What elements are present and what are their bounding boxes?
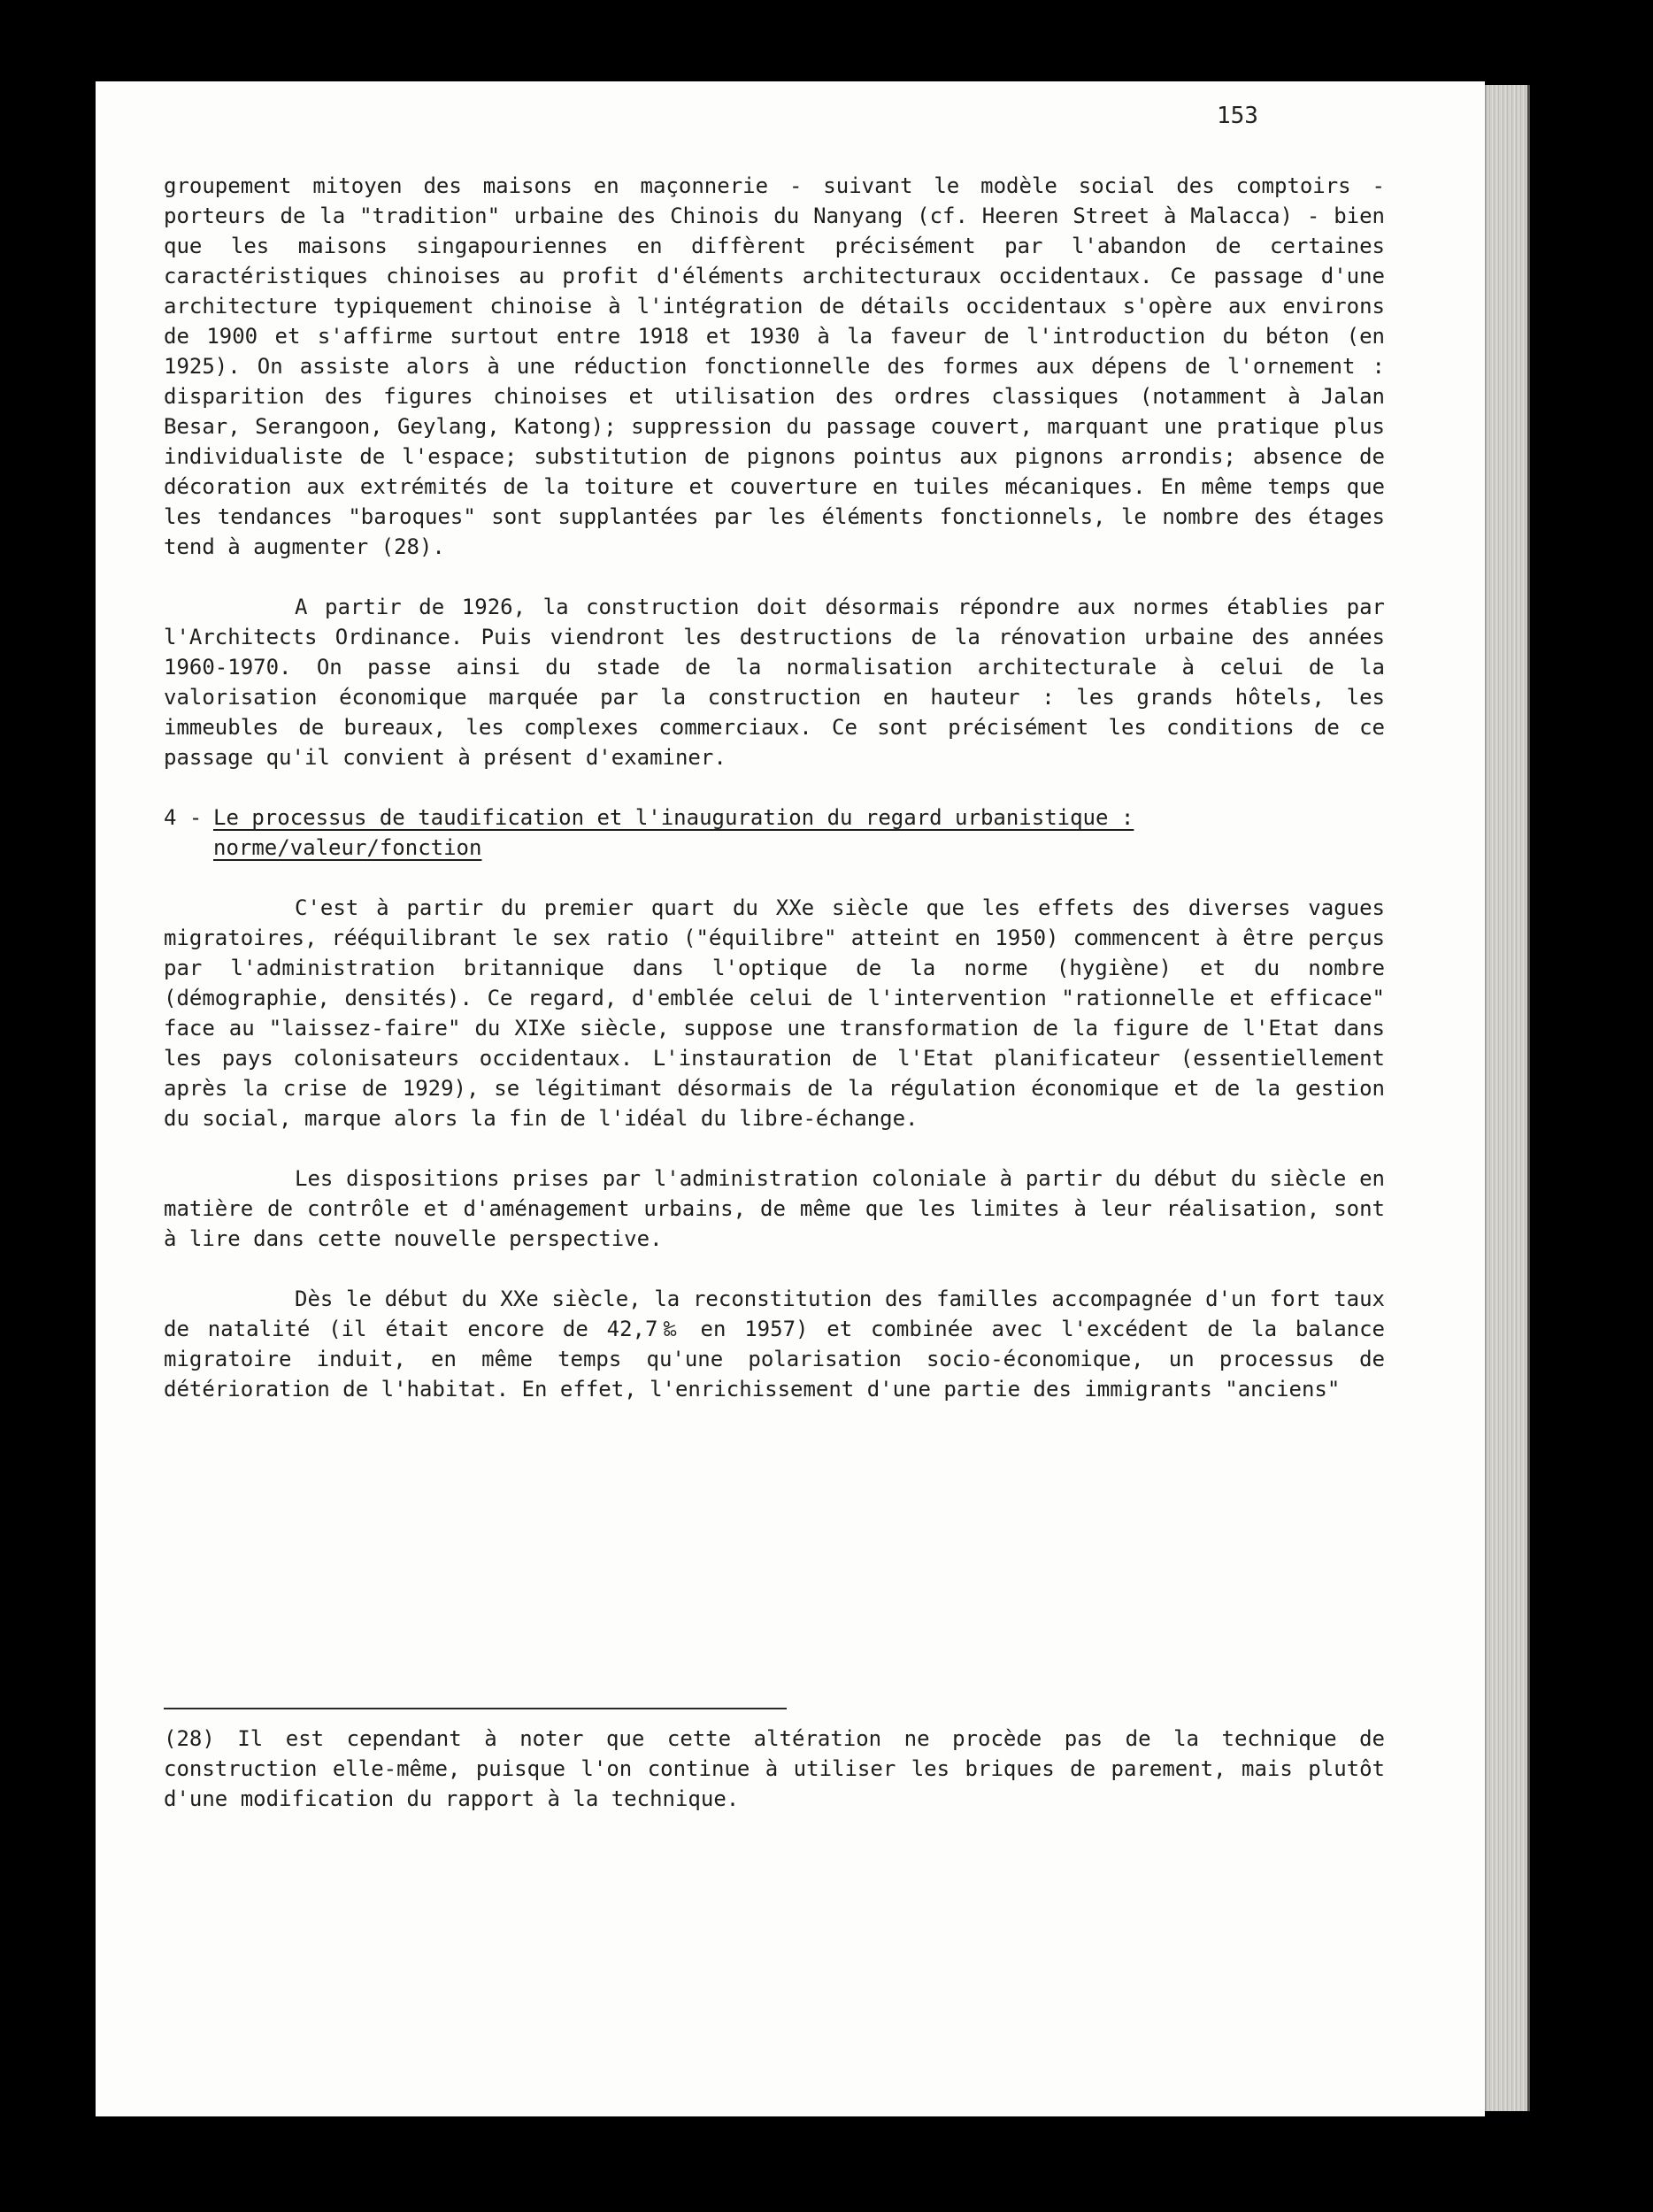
paragraph-2: A partir de 1926, la construction doit désormais répondre aux normes établies par l'Architects Ordinance. Puis viendront les destructions de la rénovation urbaine des années 1960-1970. On passe ainsi du stade de la normalisation architecturale à celui de la valorisation économique marquée par la construction en hauteur : les grands hôtels, les immeubles de bureaux, les complexes commerciaux. Ce sont précisément les conditions de ce passage qu'il convient à présent d'examiner. [164, 595, 1385, 770]
section-paragraph-2: Les dispositions prises par l'administration coloniale à partir du début du siècle en matière de contrôle et d'aménagement urbains, de même que les limites à leur réalisation, sont à lire dans cette nouvelle perspective. [164, 1166, 1385, 1251]
page-number: 153 [1217, 103, 1258, 129]
section-paragraph-1: C'est à partir du premier quart du XXe siècle que les effets des diverses vagues migratoires, rééquilibrant le sex ratio ("équilibre" atteint en 1950) commencent à être perçus par l'administration britannique dans l'optique de la norme (hygiène) et du nombre (démographie, densités). Ce regard, d'emblée celui de l'intervention "rationnelle et efficace" face au "laissez-faire" du XIXe siècle, suppose une transformation de la figure de l'Etat dans les pays colonisateurs occidentaux. L'instauration de l'Etat planificateur (essentiellement après la crise de 1929), se légitimant désormais de la régulation économique et de la gestion du social, marque alors la fin de l'idéal du libre-échange. [164, 895, 1385, 1131]
paragraph-1: groupement mitoyen des maisons en maçonnerie - suivant le modèle social des comptoirs - porteurs de la "tradition" urbaine des Chinois du Nanyang (cf. Heeren Street à Malacca) - bien que les maisons singapouriennes en diffèrent précisément par l'abandon de certaines caractéristiques chinoises au profit d'éléments architecturaux occidentaux. Ce passage d'une architecture typiquement chinoise à l'intégration de détails occidentaux s'opère aux environs de 1900 et s'affirme surtout entre 1918 et 1930 à la faveur de l'introduction du béton (en 1925). On assiste alors à une réduction fonctionnelle des formes aux dépens de l'ornement : disparition des figures chinoises et utilisation des ordres classiques (notamment à Jalan Besar, Serangoon, Geylang, Katong); suppression du passage couvert, marquant une pratique plus individualiste de l'espace; substitution de pignons pointus aux pignons arrondis; absence de décoration aux extrémités de la toiture et couverture en tuiles mécaniques. En même temps que les tendances "baroques" sont supplantées par les éléments fonctionnels, le nombre des étages tend à augmenter (28). [164, 173, 1385, 559]
footnote-divider [164, 1708, 787, 1709]
body-text [164, 171, 1385, 1404]
footnote: (28) Il est cependant à noter que cette altération ne procède pas de la technique de construction elle-même, puisque l'on continue à utiliser les briques de parement, mais plutôt d'une modification du rapport à la technique. [164, 1726, 1385, 1811]
section-title: Le processus de taudification et l'inauguration du regard urbanistique : norme/valeur/fonction [213, 805, 1134, 860]
section-paragraph-3: Dès le début du XXe siècle, la reconstitution des familles accompagnée d'un fort taux de natalité (il était encore de 42,7‰ en 1957) et combinée avec l'excédent de la balance migratoire induit, en même temps qu'une polarisation socio-économique, un processus de détérioration de l'habitat. En effet, l'enrichissement d'une partie des immigrants "anciens" [164, 1286, 1385, 1402]
section-number: 4 - [164, 805, 203, 830]
section-heading [164, 803, 1385, 863]
